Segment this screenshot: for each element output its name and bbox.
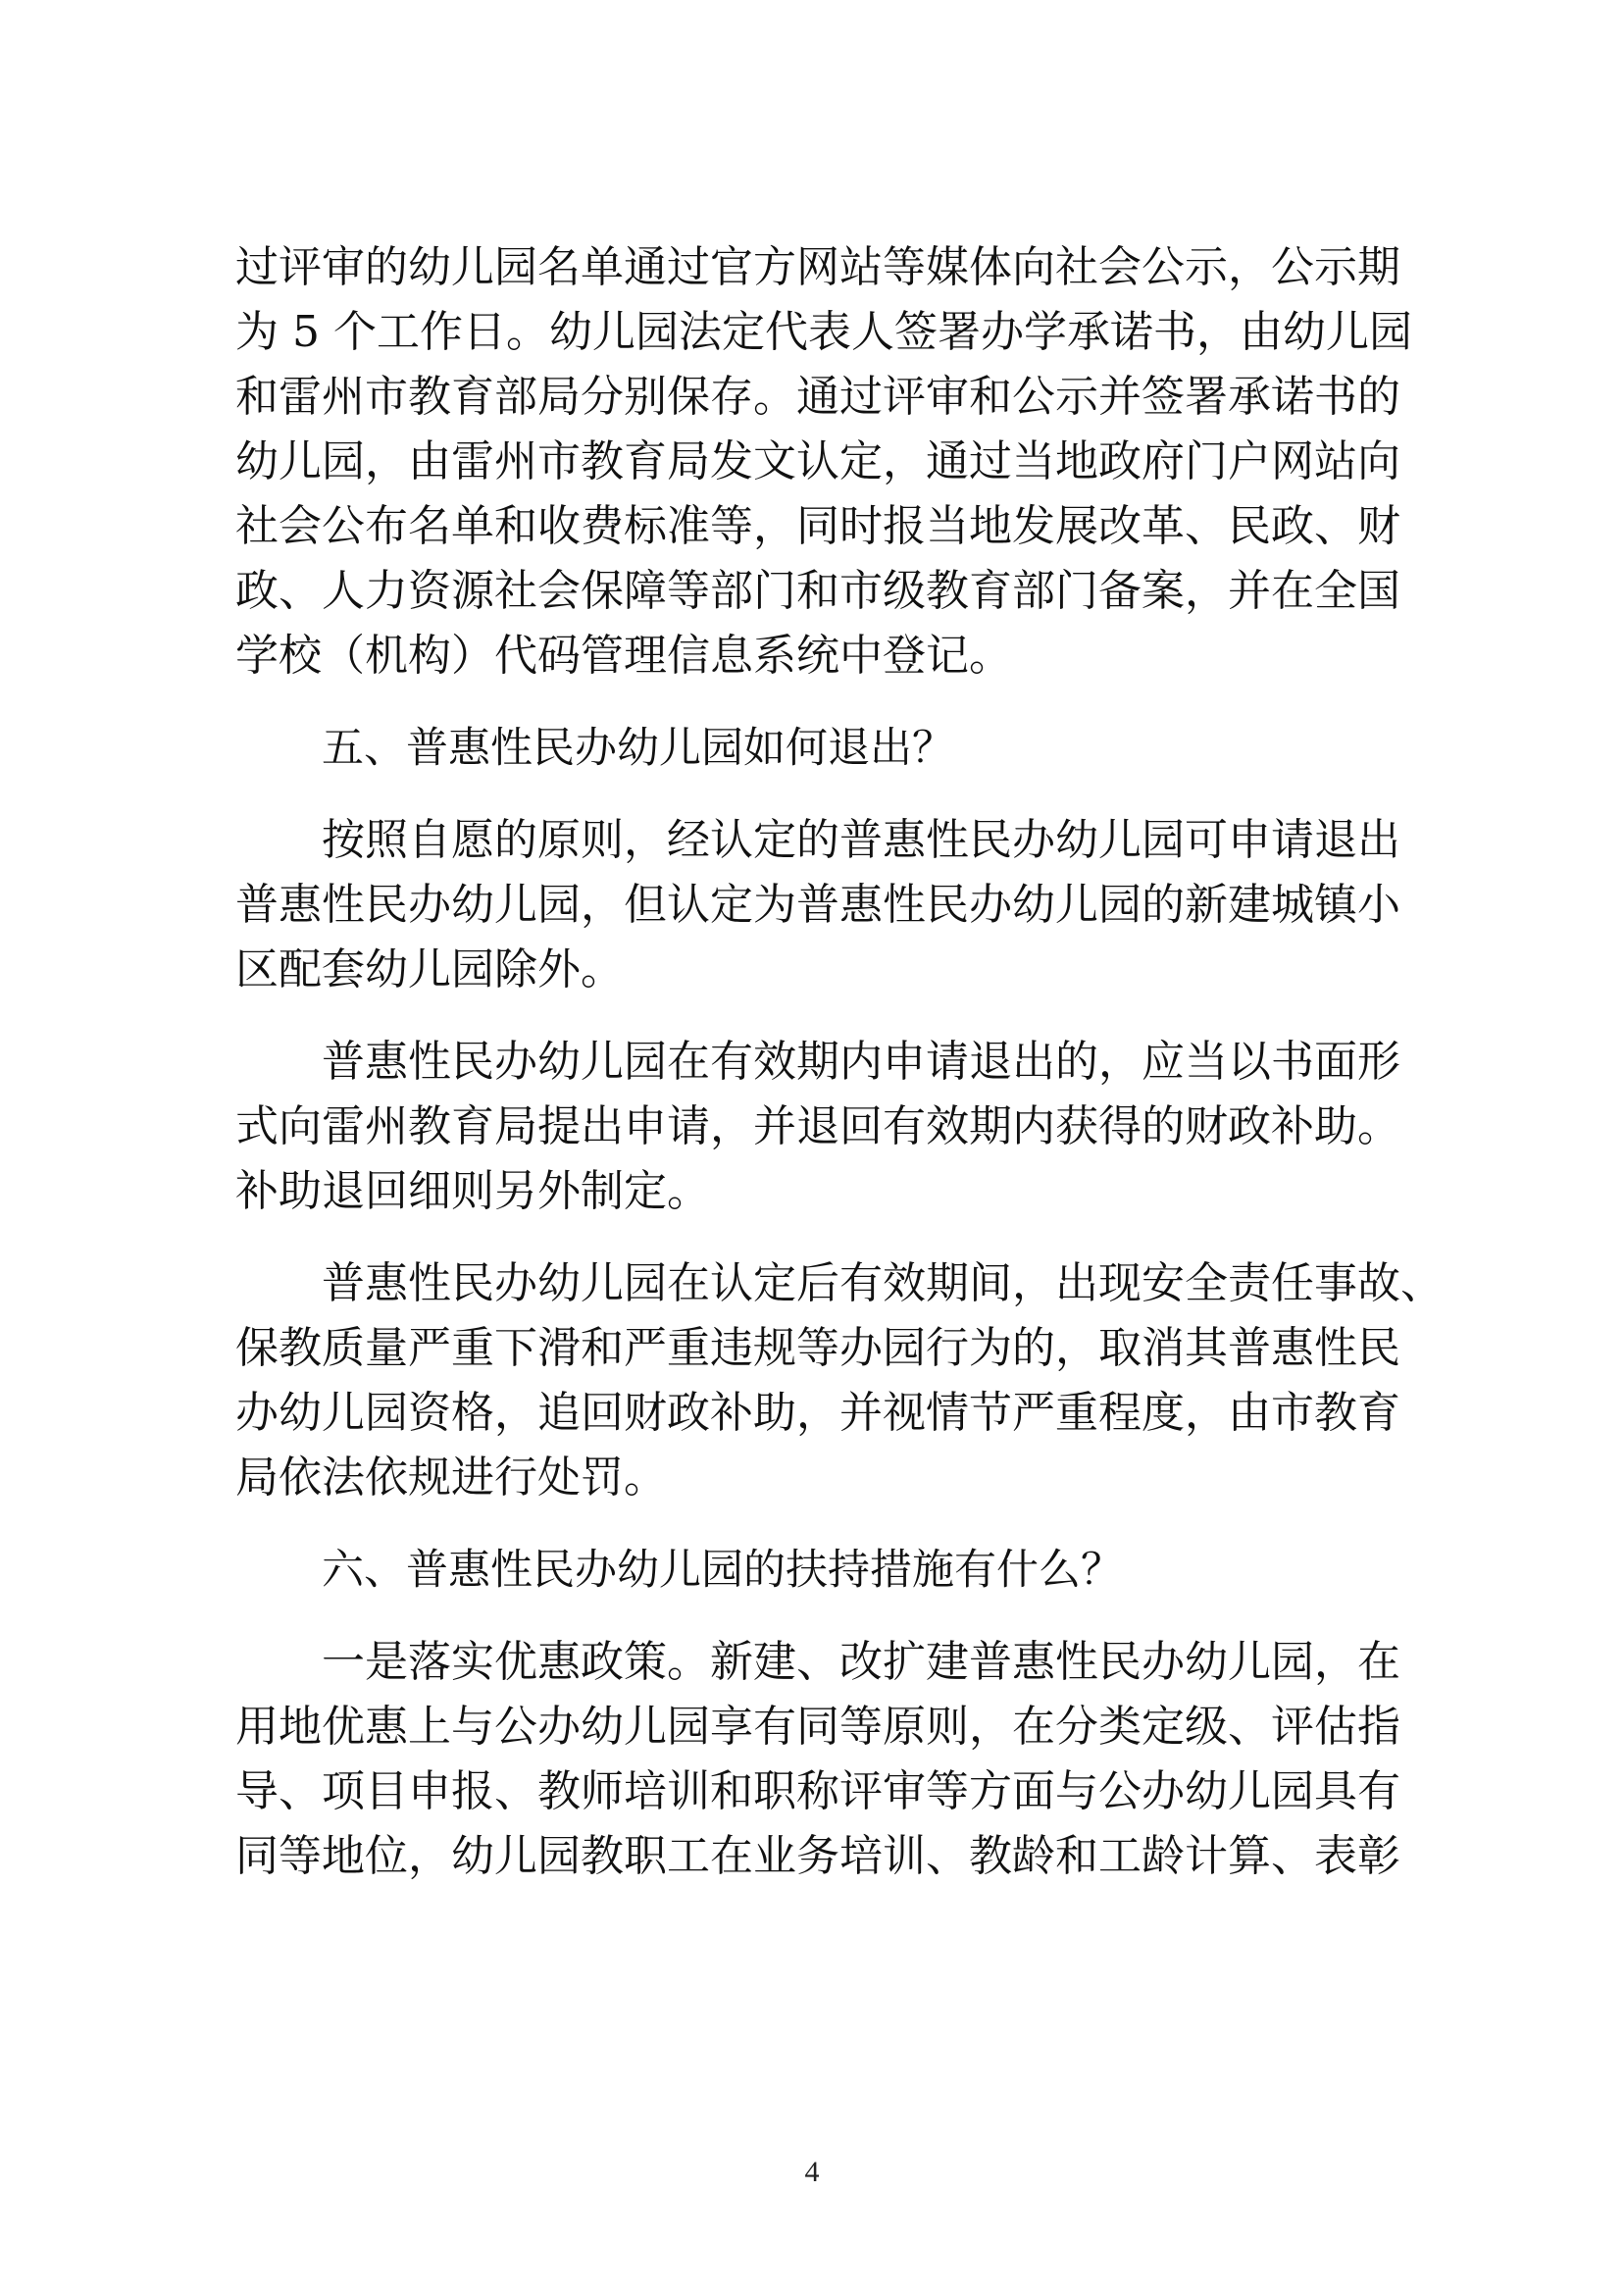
text-line: 过评审的幼儿园名单通过官方网站等媒体向社会公示，公示期 [235, 242, 1400, 292]
text-line: 学校（机构）代码管理信息系统中登记。 [235, 631, 1012, 681]
text-line: 同等地位，幼儿园教职工在业务培训、教龄和工龄计算、表彰 [235, 1831, 1400, 1881]
text-line: 政、人力资源社会保障等部门和市级教育部门备案，并在全国 [235, 566, 1400, 616]
body-paragraph [235, 1251, 1444, 1510]
text-line: 局依法依规进行处罚。 [235, 1453, 667, 1503]
text-line: 办幼儿园资格，追回财政补助，并视情节严重程度，由市教育 [235, 1388, 1400, 1438]
text-line: 一是落实优惠政策。新建、改扩建普惠性民办幼儿园，在 [322, 1637, 1400, 1687]
document-body [235, 235, 1444, 1916]
section-heading: 六、普惠性民办幼儿园的扶持措施有什么？ [322, 1546, 1123, 1595]
section-heading: 五、普惠性民办幼儿园如何退出？ [322, 724, 954, 773]
page-number: 4 [804, 2156, 820, 2188]
text-line: 用地优惠上与公办幼儿园享有同等原则，在分类定级、评估指 [235, 1702, 1400, 1752]
body-paragraph [235, 235, 1412, 688]
text-line: 补助退回细则另外制定。 [235, 1166, 710, 1216]
text-line: 和雷州市教育部局分别保存。通过评审和公示并签署承诺书的 [235, 372, 1400, 422]
text-line: 幼儿园，由雷州市教育局发文认定，通过当地政府门户网站向 [235, 436, 1400, 486]
text-line: 社会公布名单和收费标准等，同时报当地发展改革、民政、财 [235, 501, 1400, 551]
text-line: 普惠性民办幼儿园在认定后有效期间，出现安全责任事故、 [322, 1258, 1444, 1308]
text-line: 普惠性民办幼儿园，但认定为普惠性民办幼儿园的新建城镇小 [235, 880, 1400, 930]
text-line: 普惠性民办幼儿园在有效期内申请退出的，应当以书面形 [322, 1037, 1400, 1087]
text-line: 导、项目申报、教师培训和职称评审等方面与公办幼儿园具有 [235, 1766, 1400, 1816]
text-line: 式向雷州教育局提出申请，并退回有效期内获得的财政补助。 [235, 1101, 1400, 1151]
body-paragraph [235, 808, 1400, 1002]
text-line: 区配套幼儿园除外。 [235, 944, 624, 994]
body-paragraph [235, 1630, 1400, 1889]
body-paragraph [235, 1030, 1400, 1224]
text-line: 按照自愿的原则，经认定的普惠性民办幼儿园可申请退出 [322, 815, 1400, 865]
text-line: 保教质量严重下滑和严重违规等办园行为的，取消其普惠性民 [235, 1323, 1400, 1373]
text-line: 为 5 个工作日。幼儿园法定代表人签署办学承诺书，由幼儿园 [235, 307, 1412, 357]
